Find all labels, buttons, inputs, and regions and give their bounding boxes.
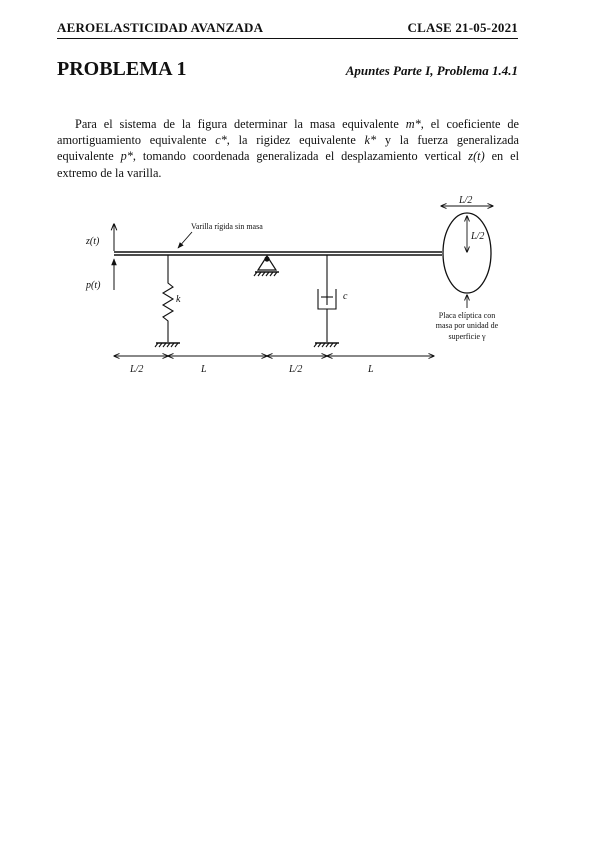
statement-text: y la fuerza generalizada equivalente bbox=[57, 133, 519, 164]
problem-reference: Apuntes Parte I, Problema 1.4.1 bbox=[345, 63, 518, 78]
plate-label-line1: Placa elíptica con bbox=[438, 311, 496, 320]
symbol-k: k* bbox=[364, 133, 377, 148]
class-date: CLASE 21-05-2021 bbox=[407, 20, 518, 35]
plate-height-label: L/2 bbox=[471, 231, 485, 242]
z-label: z(t) bbox=[86, 236, 100, 247]
plate-width-label: L/2 bbox=[459, 195, 473, 206]
statement-text: , el coeficiente de amortiguamiento equivalente bbox=[57, 117, 519, 148]
dim-label-3: L/2 bbox=[289, 364, 303, 375]
rigid-rod bbox=[114, 252, 442, 255]
dim-label-2: L bbox=[201, 364, 207, 375]
rod-label: Varilla rígida sin masa bbox=[191, 222, 263, 231]
damper-label: c bbox=[343, 291, 348, 302]
statement-text: Para el sistema de la figura determinar la masa equivalente bbox=[75, 117, 406, 131]
symbol-c: c* bbox=[215, 133, 227, 148]
dim-label-1: L/2 bbox=[130, 364, 144, 375]
spring-label: k bbox=[176, 294, 181, 305]
symbol-p: p* bbox=[120, 149, 133, 164]
plate-label-line3: superficie γ bbox=[448, 332, 486, 341]
plate-label-line2: masa por unidad de bbox=[435, 321, 499, 330]
symbol-z: z(t) bbox=[468, 149, 485, 164]
damper bbox=[314, 255, 339, 347]
dim-label-4: L bbox=[368, 364, 374, 375]
problem-title: PROBLEMA 1 bbox=[57, 58, 187, 80]
statement-text: en el extremo de la varilla. bbox=[57, 149, 519, 180]
symbol-m: m* bbox=[405, 117, 421, 131]
course-name: AEROELASTICIDAD AVANZADA bbox=[57, 20, 264, 35]
rod-label-pointer bbox=[178, 232, 192, 248]
p-label: p(t) bbox=[86, 280, 101, 291]
statement-text: , tomando coordenada generalizada el desplazamiento vertical bbox=[132, 149, 469, 164]
pivot-support bbox=[254, 256, 279, 276]
statement-text: , la rigidez equivalente bbox=[226, 133, 365, 148]
